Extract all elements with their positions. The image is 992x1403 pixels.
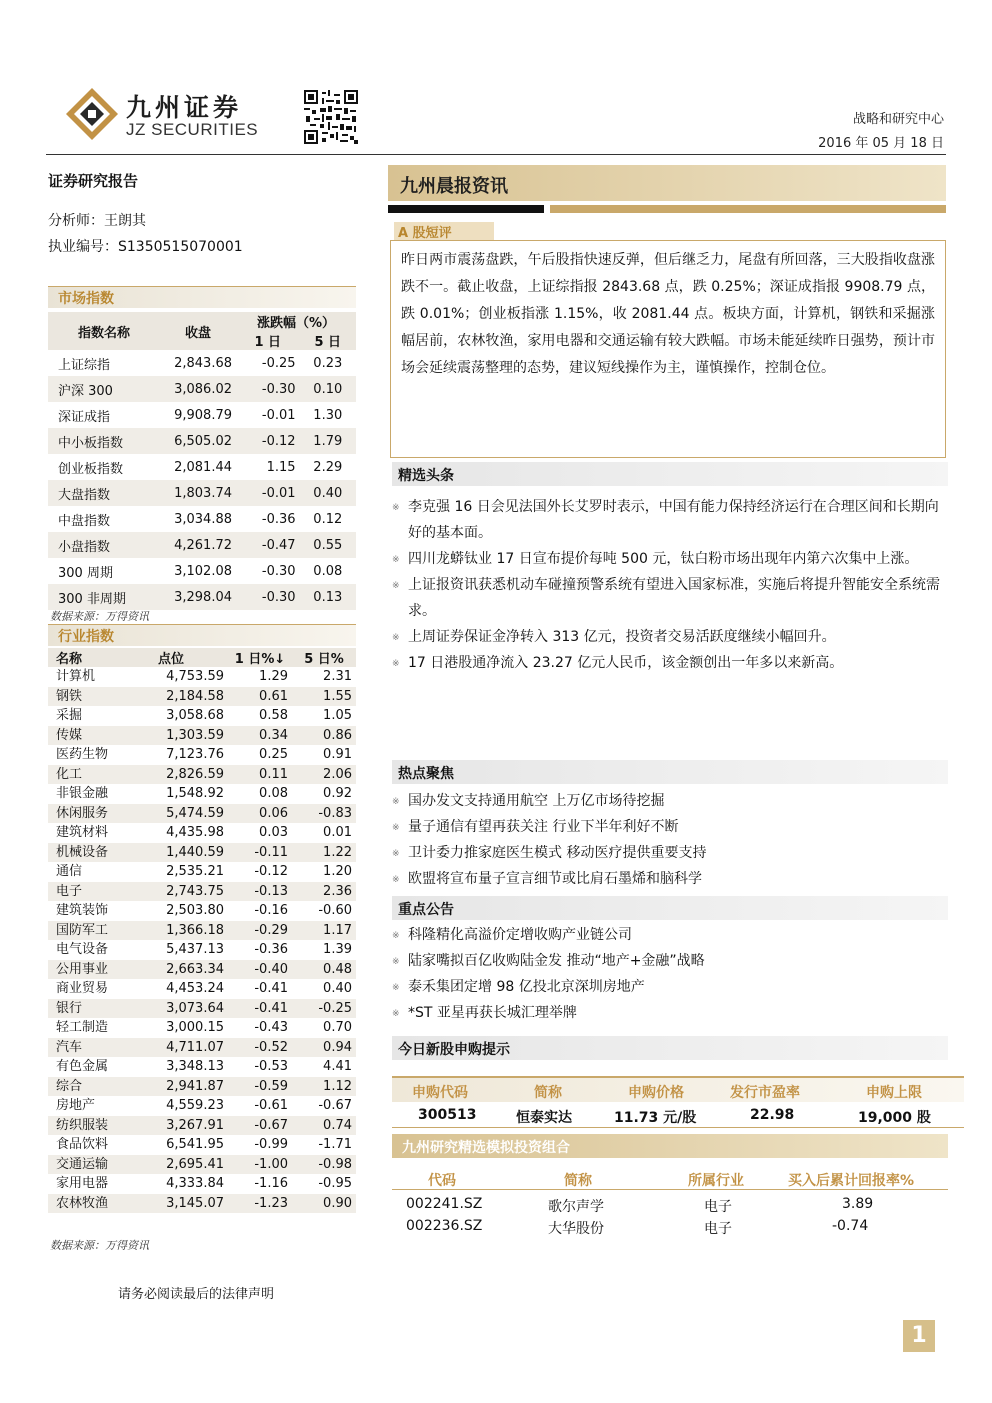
index-close: 1,803.74 [160, 480, 236, 506]
industry-points: 4,333.84 [166, 1176, 224, 1191]
announce-item: ※ 科隆精化高溢价定增收购产业链公司 [392, 922, 948, 948]
port-col-name: 简称 [564, 1173, 592, 1189]
industry-name: 公用事业 [48, 960, 140, 980]
industry-change-5d: 2.31 [323, 669, 352, 684]
industry-points: 6,541.95 [166, 1137, 224, 1152]
index-change-1d: -0.25 [261, 355, 296, 371]
industry-change-5d: 1.05 [323, 708, 352, 723]
industry-change-5d: 0.48 [292, 960, 356, 980]
industry-name: 电子 [48, 882, 140, 902]
logo-mark-icon [66, 88, 118, 140]
industry-change-1d: -1.16 [254, 1176, 288, 1191]
industry-row [48, 823, 356, 843]
ipo-table-header [392, 1076, 964, 1102]
port-name: 大华股份 [548, 1221, 604, 1237]
index-name: 中小板指数 [48, 428, 160, 454]
logo-cn-text: 九州证券 [126, 93, 243, 122]
industry-change-1d: 0.11 [228, 765, 292, 785]
col-ind-5d: 5 日% [292, 648, 356, 667]
industry-change-5d: -0.83 [292, 804, 356, 824]
index-close: 4,261.72 [160, 532, 236, 558]
industry-change-1d: -0.52 [228, 1038, 292, 1058]
index-close: 9,908.79 [174, 407, 232, 423]
report-type: 证券研究报告 [48, 172, 139, 190]
index-close: 3,086.02 [160, 376, 236, 402]
industry-change-1d: 0.03 [259, 825, 288, 840]
index-close: 2,081.44 [174, 459, 232, 475]
headline-item: ※ 上周证券保证金净转入 313 亿元，投资者交易活跃度继续小幅回升。 [392, 624, 948, 650]
ipo-col-pe: 发行市盈率 [730, 1085, 800, 1101]
industry-row [48, 1077, 356, 1097]
industry-change-5d: 0.74 [292, 1116, 356, 1136]
ipo-pe: 22.98 [750, 1107, 795, 1123]
index-change-5d: 0.08 [313, 563, 343, 579]
company-logo [66, 86, 276, 144]
port-name: 歌尔声学 [548, 1199, 604, 1215]
col-index-name: 指数名称 [48, 312, 160, 350]
industry-change-5d: 0.40 [323, 981, 352, 996]
industry-section-title: 行业指数 [58, 629, 114, 645]
hot-item: ※ 量子通信有望再获关注 行业下半年利好不断 [392, 814, 948, 840]
industry-source: 数据来源：万得资讯 [50, 1239, 149, 1252]
industry-change-1d: 0.06 [228, 804, 292, 824]
industry-change-5d: 1.39 [323, 942, 352, 957]
headlines-title: 精选头条 [398, 468, 454, 484]
announce-list [392, 922, 948, 1026]
analyst: 分析师：王朗其 [48, 213, 146, 229]
industry-change-1d: -0.13 [228, 882, 292, 902]
headline-item: ※ 四川龙蟒钛业 17 日宣布提价每吨 500 元，钛白粉市场出现年内第六次集中上涨。 [392, 546, 948, 572]
industry-change-5d: -0.60 [318, 903, 352, 918]
industry-points: 2,826.59 [140, 765, 228, 785]
industry-change-5d: 1.12 [292, 1077, 356, 1097]
header-divider [46, 154, 946, 155]
industry-change-5d: -0.67 [318, 1098, 352, 1113]
index-close: 3,298.04 [160, 584, 236, 610]
industry-points: 2,941.87 [140, 1077, 228, 1097]
industry-change-5d: 1.20 [323, 864, 352, 879]
ipo-row [392, 1104, 964, 1128]
industry-change-1d: -0.41 [254, 981, 288, 996]
a-share-tab [394, 222, 494, 240]
port-industry: 电子 [704, 1199, 732, 1215]
industry-name: 食品饮料 [56, 1137, 109, 1152]
port-return: -0.74 [832, 1218, 869, 1234]
legal-notice: 请务必阅读最后的法律声明 [118, 1287, 275, 1302]
industry-name: 钢铁 [48, 687, 140, 707]
ipo-price: 11.73 元/股 [614, 1110, 697, 1126]
announce-header [392, 896, 948, 920]
industry-points: 3,073.64 [140, 999, 228, 1019]
headline-item: ※ 17 日港股通净流入 23.27 亿元人民币，该金额创出一年多以来新高。 [392, 650, 948, 676]
industry-name: 交通运输 [48, 1155, 140, 1175]
hot-list [392, 788, 948, 892]
index-change-5d: 0.13 [300, 584, 356, 610]
industry-points: 1,548.92 [166, 786, 224, 801]
industry-points: 2,695.41 [140, 1155, 228, 1175]
industry-row [48, 1174, 356, 1194]
industry-change-1d: -0.40 [228, 960, 292, 980]
index-name: 大盘指数 [48, 480, 160, 506]
announce-item: ※ 泰禾集团定增 98 亿投北京深圳房地产 [392, 974, 948, 1000]
industry-points: 7,123.76 [166, 747, 224, 762]
industry-row [48, 882, 356, 902]
industry-row [48, 1018, 356, 1038]
market-row [48, 584, 356, 610]
index-name: 深证成指 [58, 409, 111, 425]
col-5d: 5 日 [300, 331, 356, 350]
port-industry: 电子 [704, 1221, 732, 1237]
industry-points: 3,058.68 [166, 708, 224, 723]
industry-points: 1,440.59 [140, 843, 228, 863]
industry-change-1d: -0.41 [228, 999, 292, 1019]
industry-name: 纺织服装 [48, 1116, 140, 1136]
industry-change-5d: -0.95 [318, 1176, 352, 1191]
industry-section-header [48, 624, 356, 646]
index-change-5d: 1.79 [300, 428, 356, 454]
industry-points: 2,743.75 [140, 882, 228, 902]
hot-item: ※ 国办发文支持通用航空 上万亿市场待挖掘 [392, 788, 948, 814]
headline-item: ※ 上证报资讯获悉机动车碰撞预警系统有望进入国家标准，实施后将提升智能安全系统需求。 [392, 572, 948, 624]
page-number: 1 [903, 1320, 935, 1352]
index-change-1d: -0.47 [236, 532, 300, 558]
industry-points: 4,559.23 [166, 1098, 224, 1113]
index-change-5d: 1.30 [313, 407, 343, 423]
industry-name: 通信 [56, 864, 83, 879]
announce-title: 重点公告 [398, 902, 454, 918]
industry-change-5d: 0.70 [323, 1020, 352, 1035]
main-title: 九州晨报资讯 [400, 176, 508, 197]
industry-name: 计算机 [56, 669, 96, 684]
industry-change-5d: 0.90 [292, 1194, 356, 1214]
industry-row [48, 745, 356, 765]
industry-points: 2,535.21 [166, 864, 224, 879]
industry-change-1d: -0.36 [254, 942, 288, 957]
industry-points: 1,303.59 [140, 726, 228, 746]
market-row [48, 532, 356, 558]
ipo-limit: 19,000 股 [858, 1110, 931, 1126]
industry-name: 化工 [48, 765, 140, 785]
headline-item: ※ 李克强 16 日会见法国外长艾罗时表示，中国有能力保持经济运行在合理区间和长期向好的基本面。 [392, 494, 948, 546]
hot-item: ※ 卫计委力推家庭医生模式 移动医疗提供重要支持 [392, 840, 948, 866]
industry-row [48, 726, 356, 746]
industry-row [48, 940, 356, 960]
industry-change-1d: 0.58 [259, 708, 288, 723]
port-code: 002236.SZ [406, 1218, 483, 1234]
ipo-name: 恒泰实达 [516, 1110, 572, 1126]
license-number: 执业编号：S1350515070001 [48, 239, 243, 255]
ipo-code: 300513 [418, 1107, 477, 1123]
main-title-banner [388, 165, 946, 201]
industry-change-1d: -0.16 [254, 903, 288, 918]
industry-name: 汽车 [48, 1038, 140, 1058]
industry-name: 有色金属 [56, 1059, 109, 1074]
industry-change-5d: 0.91 [323, 747, 352, 762]
headlines-header [392, 462, 948, 486]
industry-row [48, 843, 356, 863]
report-date: 2016 年 05 月 18 日 [818, 136, 944, 151]
hot-item: ※ 欧盟将宣布量子宣言细节或比肩石墨烯和脑科学 [392, 866, 948, 892]
industry-change-1d: -1.00 [228, 1155, 292, 1175]
industry-change-5d: -1.71 [318, 1137, 352, 1152]
industry-name: 传媒 [48, 726, 140, 746]
portfolio-row [392, 1215, 948, 1237]
port-code: 002241.SZ [406, 1196, 483, 1212]
industry-change-5d: 2.36 [292, 882, 356, 902]
market-row [48, 558, 356, 584]
industry-change-5d: 0.01 [323, 825, 352, 840]
industry-change-5d: 0.92 [323, 786, 352, 801]
industry-change-1d: -0.61 [254, 1098, 288, 1113]
headlines-list [392, 494, 948, 676]
index-close: 3,034.88 [174, 511, 232, 527]
portfolio-title: 九州研究精选模拟投资组合 [402, 1140, 570, 1156]
dept-name: 战略和研究中心 [852, 112, 944, 127]
industry-row [48, 1057, 356, 1077]
market-row [48, 350, 356, 376]
industry-name: 建筑材料 [56, 825, 109, 840]
industry-points: 2,184.58 [140, 687, 228, 707]
industry-row [48, 1194, 356, 1214]
industry-change-1d: 0.61 [228, 687, 292, 707]
industry-points: 1,366.18 [140, 921, 228, 941]
industry-change-1d: -0.12 [254, 864, 288, 879]
col-change: 涨跌幅（%） [236, 312, 356, 331]
industry-name: 家用电器 [56, 1176, 109, 1191]
index-name: 300 周期 [58, 565, 113, 581]
index-change-5d: 0.40 [300, 480, 356, 506]
index-change-1d: -0.01 [236, 480, 300, 506]
index-name: 中盘指数 [58, 513, 111, 529]
industry-change-1d: 1.29 [259, 669, 288, 684]
index-change-5d: 0.10 [300, 376, 356, 402]
hot-header [392, 760, 948, 784]
industry-change-1d: -0.29 [228, 921, 292, 941]
industry-name: 轻工制造 [56, 1020, 109, 1035]
industry-row [48, 1155, 356, 1175]
industry-row [48, 921, 356, 941]
index-close: 2,843.68 [174, 355, 232, 371]
industry-name: 机械设备 [48, 843, 140, 863]
industry-points: 3,348.13 [166, 1059, 224, 1074]
deco-bar-black [388, 205, 544, 213]
portfolio-header [392, 1168, 948, 1190]
index-change-1d: -0.12 [236, 428, 300, 454]
market-index-table [48, 312, 356, 610]
market-section-header [48, 286, 356, 308]
col-1d: 1 日 [236, 331, 300, 350]
a-share-label: A 股短评 [398, 226, 452, 241]
industry-change-5d: 0.86 [292, 726, 356, 746]
industry-name: 建筑装饰 [56, 903, 109, 918]
index-change-5d: 0.12 [313, 511, 343, 527]
industry-row [48, 804, 356, 824]
ipo-col-name: 简称 [534, 1085, 562, 1101]
market-row [48, 428, 356, 454]
industry-name: 非银金融 [56, 786, 109, 801]
market-source: 数据来源：万得资讯 [50, 610, 149, 623]
industry-name: 采掘 [56, 708, 83, 723]
industry-change-5d: 0.94 [292, 1038, 356, 1058]
port-col-return: 买入后累计回报率% [788, 1173, 915, 1189]
index-change-1d: -0.01 [261, 407, 296, 423]
industry-name: 农林牧渔 [48, 1194, 140, 1214]
port-col-industry: 所属行业 [688, 1173, 744, 1189]
industry-change-1d: -0.67 [228, 1116, 292, 1136]
industry-change-5d: 4.41 [323, 1059, 352, 1074]
industry-name: 医药生物 [56, 747, 109, 762]
industry-change-5d: -0.98 [292, 1155, 356, 1175]
industry-row [48, 687, 356, 707]
ipo-col-code: 申购代码 [412, 1085, 468, 1101]
index-name: 沪深 300 [48, 376, 160, 402]
portfolio-row [392, 1193, 948, 1215]
industry-points: 4,435.98 [166, 825, 224, 840]
hot-title: 热点聚焦 [398, 766, 454, 782]
industry-change-5d: 1.55 [292, 687, 356, 707]
industry-name: 银行 [48, 999, 140, 1019]
industry-name: 商业贸易 [56, 981, 109, 996]
ipo-col-price: 申购价格 [628, 1085, 684, 1101]
industry-change-1d: 0.08 [259, 786, 288, 801]
industry-points: 5,437.13 [166, 942, 224, 957]
logo-en-text: JZ SECURITIES [126, 120, 259, 139]
col-industry-name: 名称 [48, 648, 140, 667]
market-row [48, 480, 356, 506]
industry-name: 国防军工 [48, 921, 140, 941]
industry-points: 2,503.80 [166, 903, 224, 918]
industry-change-1d: -0.99 [254, 1137, 288, 1152]
industry-points: 3,267.91 [140, 1116, 228, 1136]
index-name: 小盘指数 [48, 532, 160, 558]
industry-change-1d: -0.11 [228, 843, 292, 863]
industry-points: 5,474.59 [140, 804, 228, 824]
industry-row [48, 1135, 356, 1155]
announce-item: ※ *ST 亚星再获长城汇理举牌 [392, 1000, 948, 1026]
industry-change-1d: -0.59 [228, 1077, 292, 1097]
index-change-1d: 1.15 [266, 459, 296, 475]
industry-row [48, 979, 356, 999]
market-row [48, 376, 356, 402]
ipo-col-limit: 申购上限 [866, 1085, 922, 1101]
industry-change-1d: 0.34 [228, 726, 292, 746]
col-ind-1d: 1 日%↓ [228, 648, 292, 667]
industry-points: 2,663.34 [140, 960, 228, 980]
industry-points: 3,145.07 [140, 1194, 228, 1214]
industry-row [48, 706, 356, 726]
industry-change-1d: -0.43 [254, 1020, 288, 1035]
announce-item: ※ 陆家嘴拟百亿收购陆金发 推动“地产+金融”战略 [392, 948, 948, 974]
industry-row [48, 765, 356, 785]
index-change-1d: -0.30 [236, 584, 300, 610]
index-name: 300 非周期 [48, 584, 160, 610]
market-section-title: 市场指数 [58, 291, 114, 307]
index-change-1d: -0.36 [261, 511, 296, 527]
market-row [48, 506, 356, 532]
industry-change-1d: 0.25 [259, 747, 288, 762]
index-close: 3,102.08 [174, 563, 232, 579]
portfolio-title-bar [392, 1134, 948, 1158]
port-return: 3.89 [842, 1196, 874, 1212]
index-name: 上证综指 [58, 357, 111, 373]
col-close: 收盘 [160, 312, 236, 350]
industry-row [48, 999, 356, 1019]
index-close: 6,505.02 [160, 428, 236, 454]
industry-name: 房地产 [56, 1098, 96, 1113]
industry-change-1d: -1.23 [228, 1194, 292, 1214]
industry-name: 休闲服务 [48, 804, 140, 824]
index-name: 创业板指数 [58, 461, 124, 477]
a-share-commentary: 昨日两市震荡盘跌，午后股指快速反弹，但后继乏力，尾盘有所回落，三大股指收盘涨跌不一。截止收盘，上证综指报 2843.68 点，跌 0.25%；深证成指报 9908.79 点，跌 0.01%；创业板指涨 1.15%，收 2081.44 点。板块方面，计算机，钢铁和采掘涨幅居前，农林牧渔，家用电器和交通运输有较大跌幅。市场未能延续昨日强势，预计市场会延续震荡整理的态势，建议短线操作为主，谨慎操作，控制仓位。 [390, 240, 946, 458]
index-change-5d: 0.23 [313, 355, 343, 371]
index-change-5d: 0.55 [300, 532, 356, 558]
market-row [48, 402, 356, 428]
industry-index-table [48, 648, 356, 1213]
industry-change-5d: 1.17 [292, 921, 356, 941]
qr-code-icon [304, 90, 358, 144]
industry-points: 4,711.07 [140, 1038, 228, 1058]
deco-bar-gold [550, 205, 946, 213]
industry-row [48, 1038, 356, 1058]
index-change-1d: -0.30 [261, 563, 296, 579]
industry-name: 电气设备 [56, 942, 109, 957]
industry-change-5d: 2.06 [292, 765, 356, 785]
col-points: 点位 [140, 648, 228, 667]
port-col-code: 代码 [428, 1173, 456, 1189]
industry-change-5d: -0.25 [292, 999, 356, 1019]
industry-row [48, 667, 356, 687]
ipo-section-title: 今日新股申购提示 [398, 1042, 510, 1058]
industry-points: 4,753.59 [166, 669, 224, 684]
index-change-1d: -0.30 [236, 376, 300, 402]
industry-change-1d: -0.53 [254, 1059, 288, 1074]
market-row [48, 454, 356, 480]
industry-row [48, 1096, 356, 1116]
industry-row [48, 784, 356, 804]
industry-row [48, 960, 356, 980]
industry-points: 3,000.15 [166, 1020, 224, 1035]
industry-name: 综合 [48, 1077, 140, 1097]
industry-points: 4,453.24 [166, 981, 224, 996]
index-change-5d: 2.29 [313, 459, 343, 475]
industry-row [48, 901, 356, 921]
industry-change-5d: 1.22 [292, 843, 356, 863]
industry-row [48, 862, 356, 882]
industry-row [48, 1116, 356, 1136]
ipo-section-header [392, 1036, 948, 1060]
